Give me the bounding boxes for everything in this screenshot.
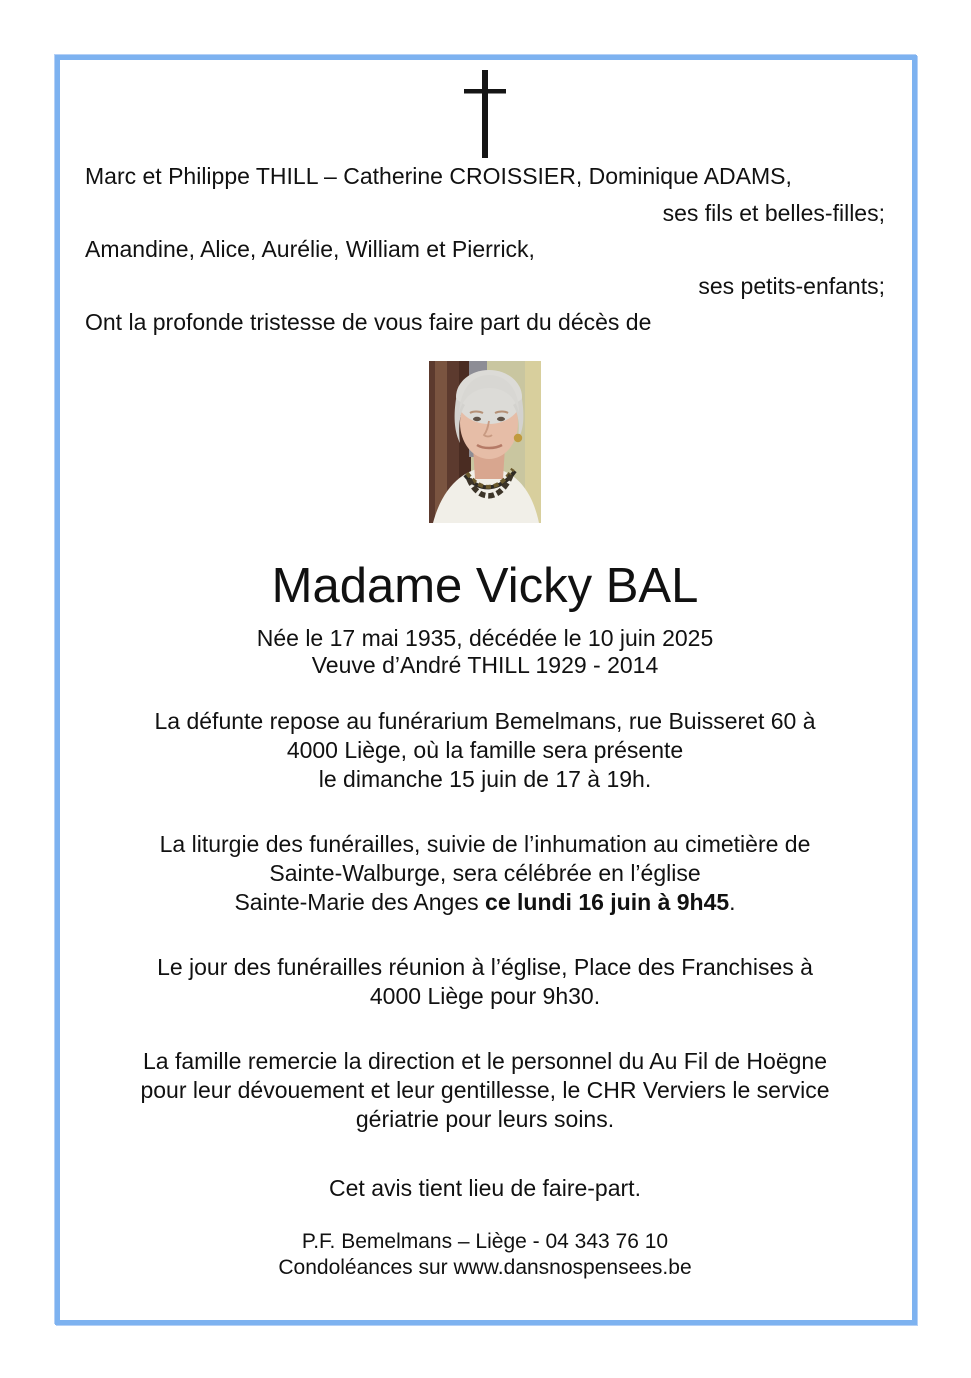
paragraph-line: 4000 Liège, où la famille sera présente — [286, 736, 684, 763]
paragraph-line: pour leur dévouement et leur gentillesse, le CHR Verviers le service — [140, 1076, 830, 1103]
footer — [85, 1229, 885, 1281]
paragraph-line: La liturgie des funérailles, suivie de l’inhumation au cimetière de — [159, 830, 811, 857]
paragraph-line: Le jour des funérailles réunion à l’église, Place des Franchises à — [157, 953, 813, 980]
paragraph-meeting — [85, 953, 885, 1011]
funeral-home-line: P.F. Bemelmans – Liège - 04 343 76 10 — [301, 1229, 669, 1253]
liturgy-prefix: Sainte-Marie des Anges — [234, 888, 486, 915]
grandchildren-names-line: Amandine, Alice, Aurélie, William et Pierrick, — [85, 236, 535, 262]
paragraph-liturgy — [85, 830, 885, 917]
announcement-line: Ont la profonde tristesse de vous faire part du décès de — [85, 309, 652, 335]
paragraph-repose — [85, 707, 885, 794]
portrait-photo — [429, 361, 541, 523]
widow-line: Veuve d’André THILL 1929 - 2014 — [311, 651, 659, 678]
paragraph-line: 4000 Liège pour 9h30. — [369, 982, 601, 1009]
deceased-dates-block — [85, 625, 885, 679]
sons-role-line: ses fils et belles-filles; — [662, 199, 885, 226]
liturgy-suffix: . — [729, 888, 736, 915]
announcement-frame — [55, 55, 917, 1325]
announcement-content — [60, 70, 912, 1281]
deceased-name: Madame Vicky BAL — [271, 558, 699, 613]
grandchildren-role-line: ses petits-enfants; — [698, 272, 885, 299]
sons-names-line: Marc et Philippe THILL – Catherine CROISSIER, Dominique ADAMS, — [85, 163, 792, 189]
paragraph-thanks — [85, 1047, 885, 1134]
funeral-datetime: ce lundi 16 juin à 9h45 — [485, 888, 730, 915]
paragraph-line: La famille remercie la direction et le personnel du Au Fil de Hoëgne — [143, 1047, 827, 1074]
paragraph-line-with-date — [85, 888, 885, 917]
birth-death-line: Née le 17 mai 1935, décédée le 10 juin 2025 — [256, 624, 714, 651]
condolences-line: Condoléances sur www.dansnospensees.be — [278, 1255, 692, 1279]
paragraph-line: gériatrie pour leurs soins. — [355, 1105, 615, 1132]
paragraph-line: La défunte repose au funérarium Bemelmans, rue Buisseret 60 à — [154, 707, 816, 734]
notice-line: Cet avis tient lieu de faire-part. — [329, 1174, 641, 1201]
cross-icon — [462, 70, 508, 158]
paragraph-line: le dimanche 15 juin de 17 à 19h. — [318, 765, 652, 792]
paragraph-line: Sainte-Walburge, sera célébrée en l’église — [269, 859, 701, 886]
family-intro — [85, 158, 885, 341]
